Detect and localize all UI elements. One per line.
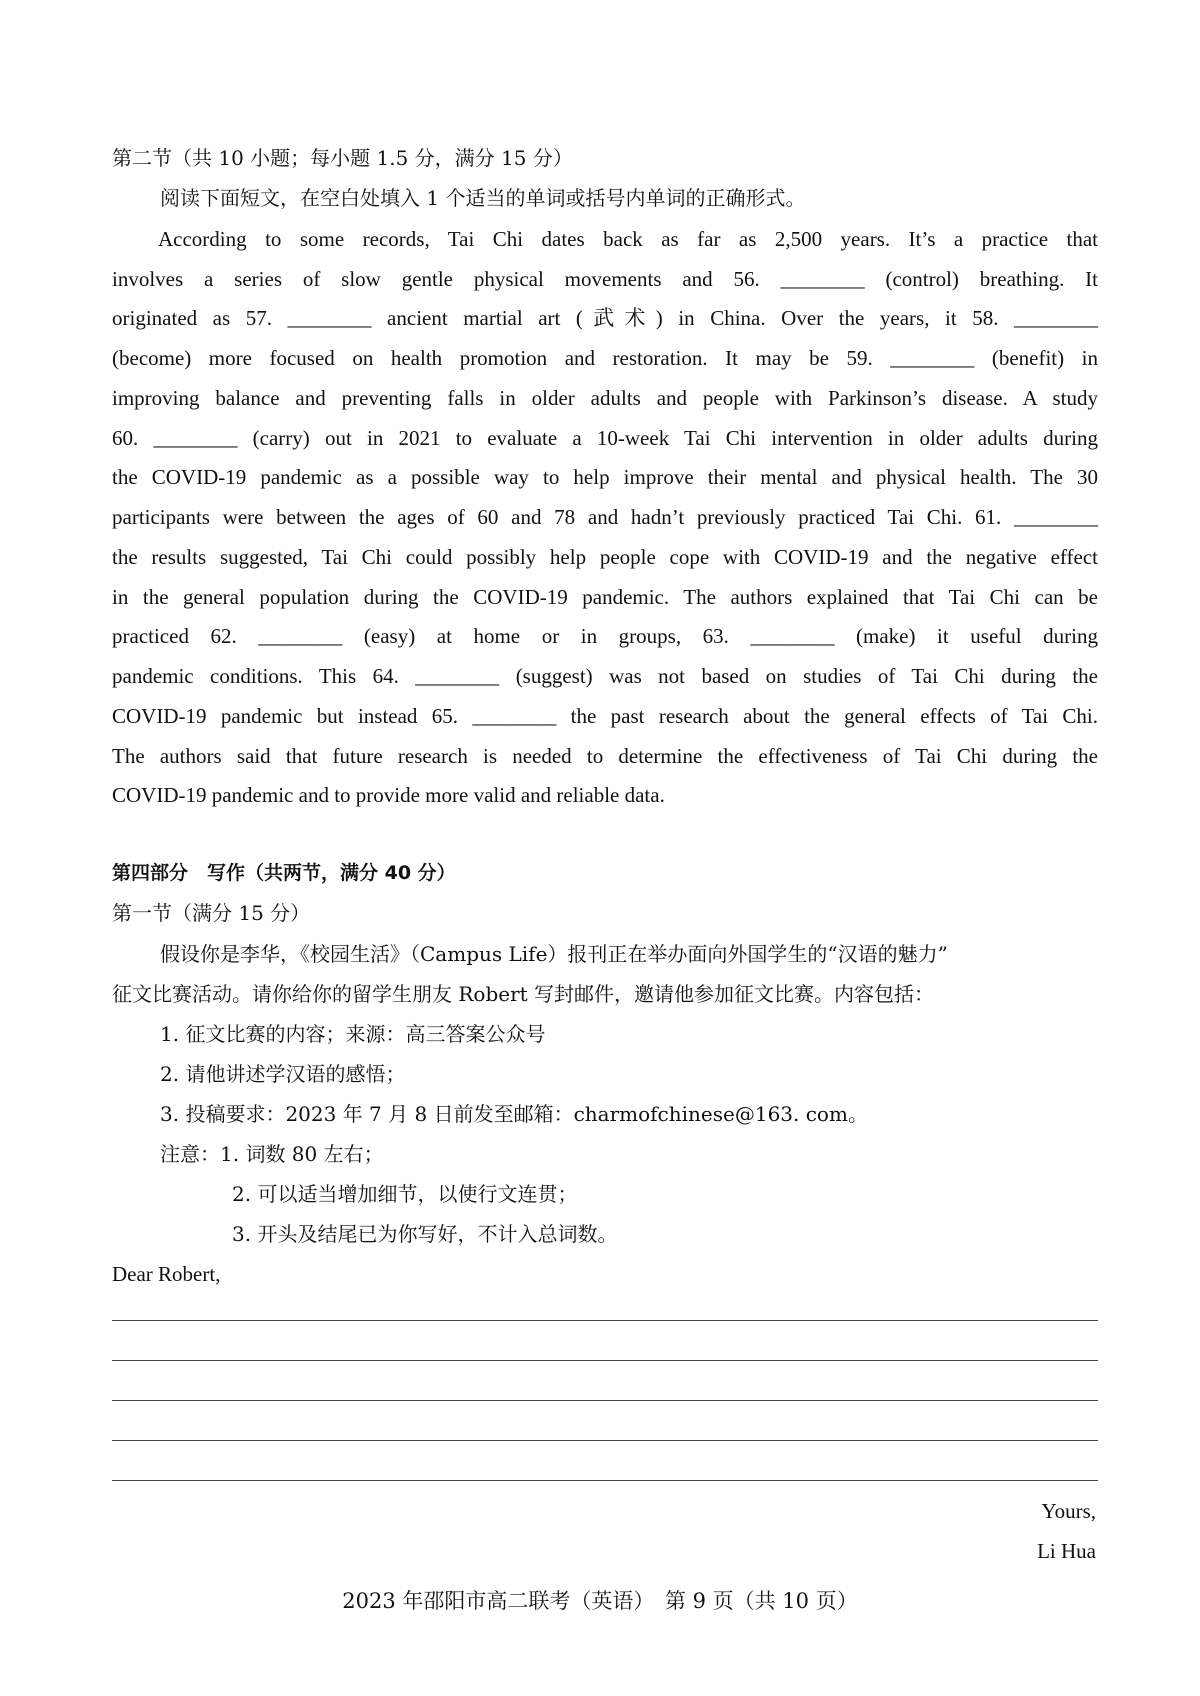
passage-line: According to some records, Tai Chi dates back as far as 2,500 years. It’s a practice that <box>158 227 1098 251</box>
writing-prompt-line: 征文比赛活动。请你给你的留学生朋友 Robert 写封邮件，邀请他参加征文比赛。内容包括： <box>112 982 935 1006</box>
writing-item: 1. 征文比赛的内容；来源：高三答案公众号 <box>160 1022 546 1046</box>
letter-greeting: Dear Robert, <box>112 1262 221 1286</box>
passage-line: improving balance and preventing falls in older adults and people with Parkinson’s disease. A study <box>112 386 1098 410</box>
note-item: 2. 可以适当增加细节，以使行文连贯； <box>232 1182 578 1206</box>
passage-line: pandemic conditions. This 64. ________ (suggest) was not based on studies of Tai Chi during the <box>112 664 1098 688</box>
part4-heading: 第四部分 写作（共两节，满分 40 分） <box>112 862 456 884</box>
section2-instruction: 阅读下面短文，在空白处填入 1 个适当的单词或括号内单词的正确形式。 <box>160 186 806 210</box>
passage-line: 60. ________ (carry) out in 2021 to evaluate a 10-week Tai Chi intervention in older adults during <box>112 426 1098 450</box>
writing-line <box>112 1360 1098 1361</box>
passage-line: the results suggested, Tai Chi could possibly help people cope with COVID-19 and the negative effect <box>112 545 1098 569</box>
passage-line: originated as 57. ________ ancient martial art (武术) in China. Over the years, it 58. ________ <box>112 306 1098 330</box>
part4-section1-heading: 第一节（满分 15 分） <box>112 901 311 925</box>
letter-signature: Li Hua <box>1037 1539 1096 1563</box>
writing-item: 3. 投稿要求：2023 年 7 月 8 日前发至邮箱：charmofchinese@163. com。 <box>160 1102 868 1126</box>
writing-line <box>112 1440 1098 1441</box>
passage-line: The authors said that future research is needed to determine the effectiveness of Tai Chi during the <box>112 744 1098 768</box>
note-item: 3. 开头及结尾已为你写好，不计入总词数。 <box>232 1222 618 1246</box>
notes-label: 注意：1. 词数 80 左右； <box>160 1142 384 1166</box>
passage-line: (become) more focused on health promotion and restoration. It may be 59. ________ (benefit) in <box>112 346 1098 370</box>
writing-line <box>112 1320 1098 1321</box>
passage-line: COVID-19 pandemic but instead 65. ________ the past research about the general effects of Tai Chi. <box>112 704 1098 728</box>
writing-prompt-line: 假设你是李华，《校园生活》（Campus Life）报刊正在举办面向外国学生的“汉语的魅力” <box>160 942 948 966</box>
passage-line: practiced 62. ________ (easy) at home or in groups, 63. ________ (make) it useful during <box>112 624 1098 648</box>
letter-closing: Yours, <box>1041 1499 1096 1523</box>
writing-line <box>112 1480 1098 1481</box>
section2-heading: 第二节（共 10 小题；每小题 1.5 分，满分 15 分） <box>112 146 573 170</box>
passage-line: participants were between the ages of 60 and 78 and hadn’t previously practiced Tai Chi. 61. ________ <box>112 505 1098 529</box>
passage-line: the COVID-19 pandemic as a possible way to help improve their mental and physical health. The 30 <box>112 465 1098 489</box>
passage-line: in the general population during the COVID-19 pandemic. The authors explained that Tai Chi can be <box>112 585 1098 609</box>
page-footer: 2023 年邵阳市高二联考（英语） 第 9 页（共 10 页） <box>342 1589 858 1613</box>
passage-line: COVID-19 pandemic and to provide more valid and reliable data. <box>112 783 665 807</box>
passage-line: involves a series of slow gentle physical movements and 56. ________ (control) breathing. It <box>112 267 1098 291</box>
writing-line <box>112 1400 1098 1401</box>
writing-item: 2. 请他讲述学汉语的感悟； <box>160 1062 406 1086</box>
